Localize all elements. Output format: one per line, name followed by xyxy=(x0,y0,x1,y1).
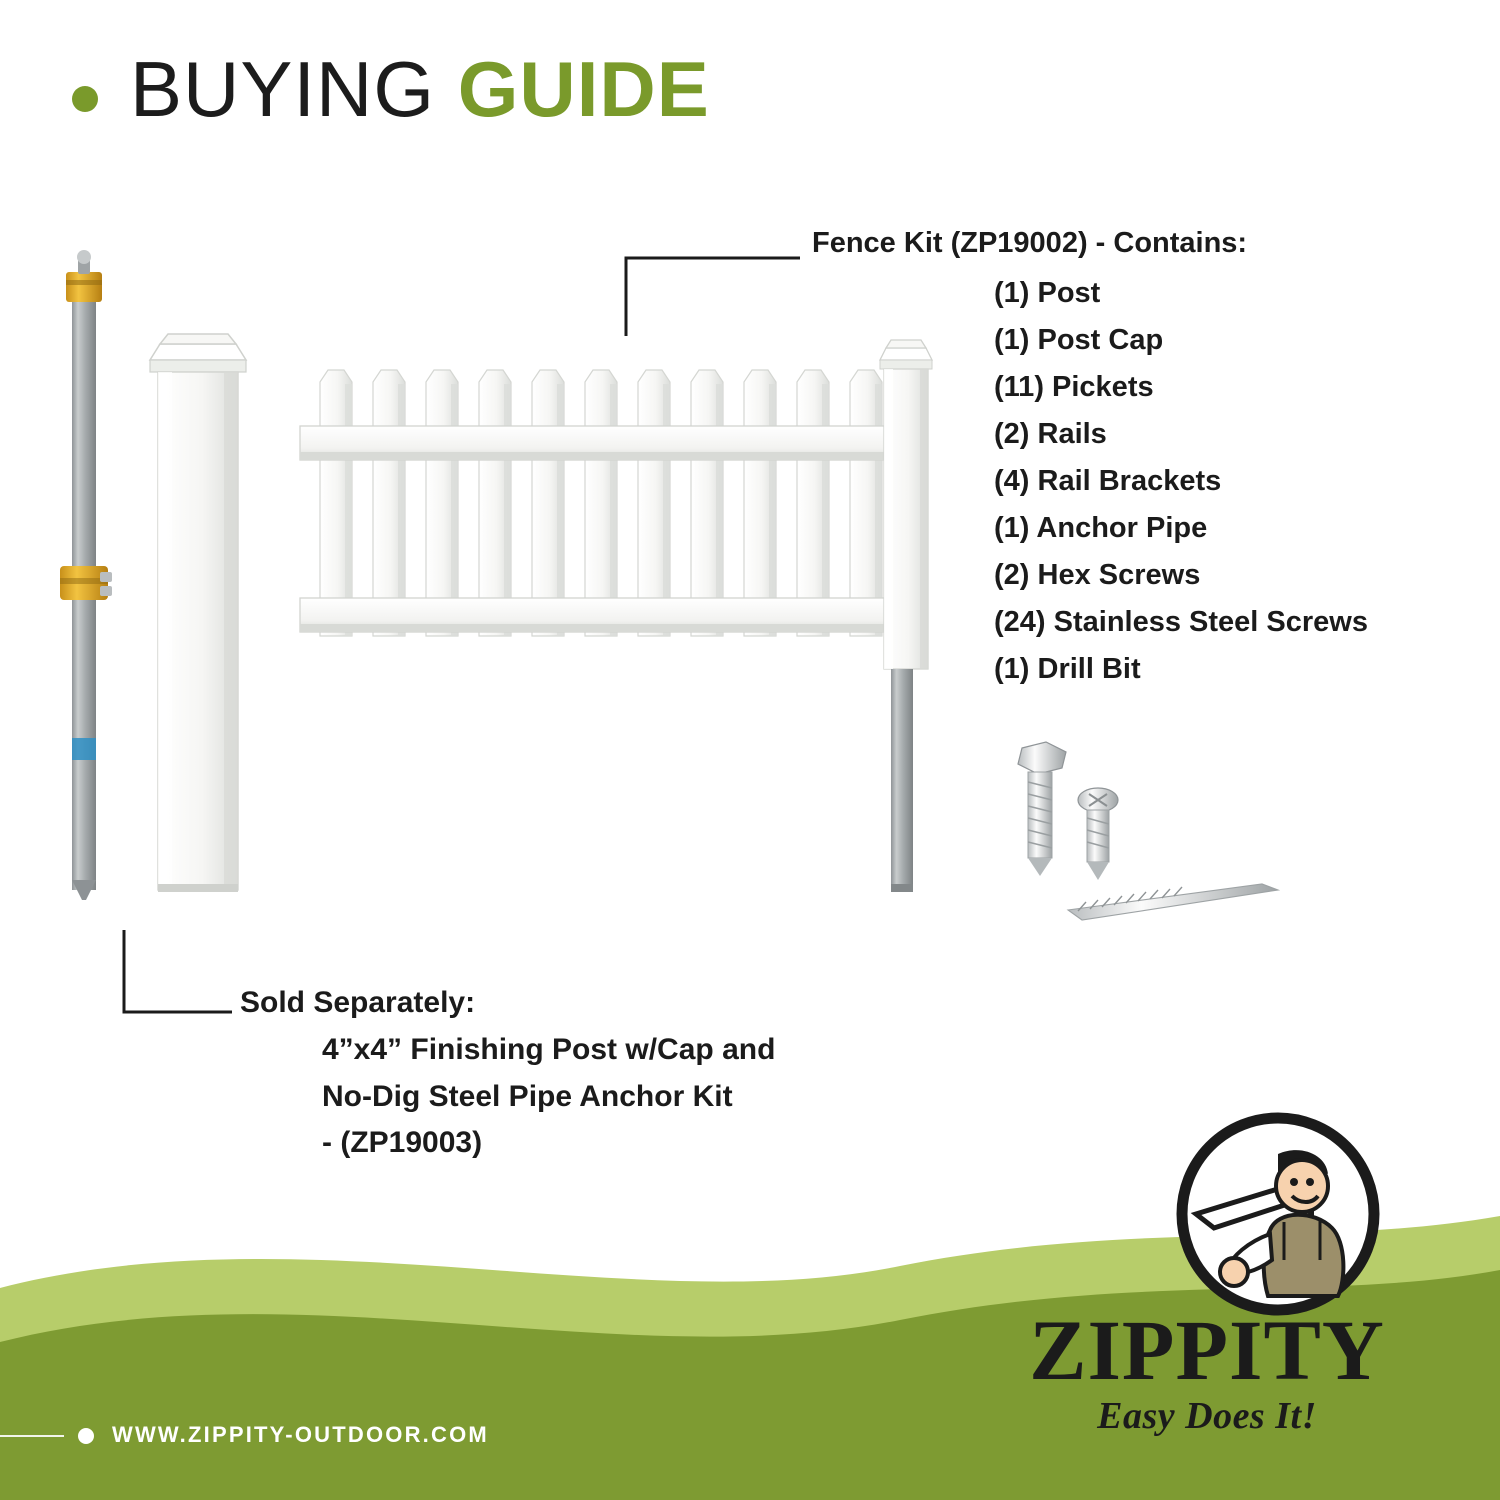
footer-bullet-icon xyxy=(78,1428,94,1444)
brand-tagline: Easy Does It! xyxy=(1097,1395,1317,1437)
footer-divider xyxy=(0,1435,64,1437)
list-item: 4”x4” Finishing Post w/Cap and xyxy=(322,1033,776,1066)
bottom-rail xyxy=(300,598,886,632)
leader-line-kit xyxy=(626,258,800,336)
list-item: (2) Hex Screws xyxy=(994,559,1201,592)
list-item: (2) Rails xyxy=(994,418,1107,451)
list-item: (1) Drill Bit xyxy=(994,653,1141,686)
sold-separately-block xyxy=(240,985,1000,1167)
fence-kit-list xyxy=(812,270,1472,693)
bullet-dot-icon xyxy=(72,86,98,112)
zippity-mascot-badge xyxy=(1174,1110,1382,1318)
brand-logo xyxy=(992,1302,1422,1438)
list-item: - (ZP19003) xyxy=(322,1126,483,1159)
leader-line-sold xyxy=(124,930,232,1012)
list-item: (1) Post Cap xyxy=(994,324,1164,357)
list-item: (11) Pickets xyxy=(994,371,1154,404)
list-item: (1) Post xyxy=(994,277,1101,310)
page-title xyxy=(130,44,710,135)
fence-kit-contents xyxy=(812,228,1472,693)
fence-kit-title: Fence Kit (ZP19002) - Contains: xyxy=(812,227,1248,259)
sold-separately-title: Sold Separately: xyxy=(240,986,476,1019)
page-title-part-2: GUIDE xyxy=(457,45,710,133)
hex-screw-illustration xyxy=(1018,742,1066,876)
page-title-part-1: BUYING xyxy=(130,45,458,133)
sold-separately-list xyxy=(240,1027,1000,1167)
list-item: (1) Anchor Pipe xyxy=(994,512,1208,545)
anchor-pipe-illustration xyxy=(60,250,112,900)
drill-bit-illustration xyxy=(1068,884,1278,920)
brand-wordmark: ZIPPITY xyxy=(1029,1302,1385,1399)
finishing-post-illustration xyxy=(150,334,246,892)
top-rail xyxy=(300,426,886,460)
footer-website-url[interactable]: WWW.ZIPPITY-OUTDOOR.COM xyxy=(112,1422,489,1447)
list-item: (4) Rail Brackets xyxy=(994,465,1222,498)
list-item: No-Dig Steel Pipe Anchor Kit xyxy=(322,1079,733,1113)
stainless-screw-illustration xyxy=(1078,788,1118,880)
list-item: (24) Stainless Steel Screws xyxy=(994,606,1368,639)
page-header xyxy=(0,0,1500,170)
